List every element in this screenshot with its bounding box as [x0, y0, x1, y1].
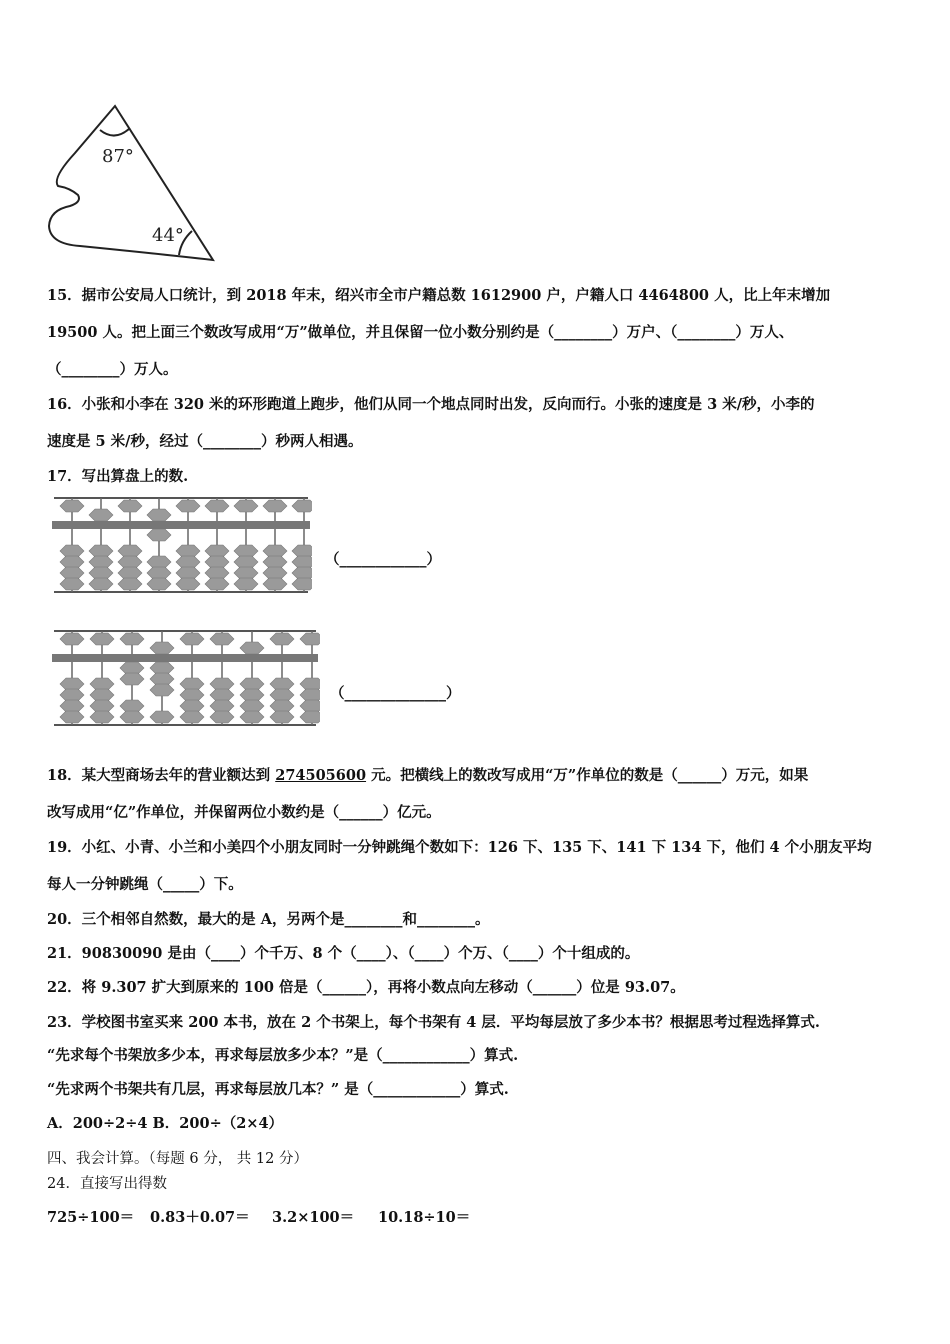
abacus-upper-bead — [147, 509, 171, 521]
abacus-upper-bead — [270, 633, 294, 645]
abacus-lower-bead — [240, 711, 264, 723]
q18-prefix: 18．某大型商场去年的营业额达到 — [47, 767, 276, 784]
abacus-2 — [50, 628, 320, 730]
abacus-lower-bead — [263, 545, 287, 557]
q17-answer-blank-2: （______________） — [330, 685, 461, 702]
abacus-upper-bead — [120, 633, 144, 645]
abacus-lower-bead — [300, 689, 320, 701]
abacus-lower-bead — [89, 556, 113, 568]
abacus-lower-bead — [240, 678, 264, 690]
abacus-upper-bead — [292, 500, 312, 512]
abacus-lower-bead — [60, 689, 84, 701]
abacus-lower-bead — [176, 567, 200, 579]
angle-44-label: 44° — [152, 225, 184, 246]
abacus-lower-bead — [210, 700, 234, 712]
abacus-lower-bead — [234, 545, 258, 557]
q18-suffix: 元。把横线上的数改写成用“万”作单位的数是（______）万元，如果 — [366, 767, 809, 784]
abacus-lower-bead — [180, 678, 204, 690]
abacus-lower-bead — [210, 689, 234, 701]
abacus-lower-bead — [180, 711, 204, 723]
q18-line1 — [47, 766, 808, 786]
abacus-lower-bead — [292, 567, 312, 579]
q23-line3: “先求两个书架共有几层，再求每层放几本？” 是（____________）算式. — [47, 1081, 509, 1098]
q22-line: 22．将 9.307 扩大到原来的 100 倍是（______），再将小数点向左移动（______）位是 93.07。 — [47, 979, 685, 996]
abacus-lower-bead — [120, 662, 144, 674]
abacus-lower-bead — [118, 567, 142, 579]
abacus-upper-bead — [234, 500, 258, 512]
abacus-lower-bead — [60, 578, 84, 590]
abacus-lower-bead — [60, 567, 84, 579]
abacus-lower-bead — [90, 689, 114, 701]
q20-line: 20．三个相邻自然数，最大的是 A，另两个是________和________。 — [47, 911, 490, 928]
abacus-lower-bead — [300, 711, 320, 723]
abacus-lower-bead — [234, 556, 258, 568]
abacus-lower-bead — [240, 689, 264, 701]
abacus-upper-bead — [180, 633, 204, 645]
abacus-upper-bead — [60, 633, 84, 645]
q17-answer-blank-1: （____________） — [325, 551, 441, 568]
angle-87-label: 87° — [102, 146, 134, 167]
abacus-lower-bead — [176, 556, 200, 568]
q19-line1: 19．小红、小青、小兰和小美四个小朋友同时一分钟跳绳个数如下：126 下、135 下、141 下 134 下，他们 4 个小朋友平均 — [47, 839, 872, 856]
q24-title: 24．直接写出得数 — [47, 1176, 167, 1192]
abacus-lower-bead — [205, 545, 229, 557]
abacus-lower-bead — [90, 700, 114, 712]
abacus-lower-bead — [205, 578, 229, 590]
abacus-lower-bead — [210, 678, 234, 690]
abacus-lower-bead — [180, 689, 204, 701]
abacus-lower-bead — [270, 689, 294, 701]
abacus-lower-bead — [234, 578, 258, 590]
abacus-lower-bead — [147, 529, 171, 541]
q23-line1: 23．学校图书室买来 200 本书，放在 2 个书架上，每个书架有 4 层．平均每层放了多少本书？根据思考过程选择算式. — [47, 1014, 820, 1031]
abacus-lower-bead — [90, 678, 114, 690]
q19-line2: 每人一分钟跳绳（_____）下。 — [47, 876, 243, 893]
q23-line2: “先求每个书架放多少本，再求每层放多少本？”是（____________）算式. — [47, 1047, 519, 1064]
abacus-lower-bead — [150, 711, 174, 723]
abacus-lower-bead — [60, 545, 84, 557]
abacus-upper-bead — [150, 642, 174, 654]
abacus-beam — [52, 654, 318, 662]
abacus-lower-bead — [205, 567, 229, 579]
abacus-lower-bead — [150, 684, 174, 696]
abacus-lower-bead — [270, 711, 294, 723]
abacus-upper-bead — [210, 633, 234, 645]
abacus-lower-bead — [234, 567, 258, 579]
abacus-upper-bead — [205, 500, 229, 512]
abacus-lower-bead — [205, 556, 229, 568]
abacus-beam — [52, 521, 310, 529]
abacus-lower-bead — [300, 700, 320, 712]
abacus-lower-bead — [176, 578, 200, 590]
abacus-lower-bead — [147, 567, 171, 579]
abacus-lower-bead — [240, 700, 264, 712]
abacus-lower-bead — [60, 556, 84, 568]
q15-line3: （________）万人。 — [47, 361, 178, 378]
abacus-upper-bead — [176, 500, 200, 512]
q21-line: 21．90830090 是由（____）个千万、8 个（____）、（____）个万、（____）个十组成的。 — [47, 945, 640, 962]
abacus-lower-bead — [147, 578, 171, 590]
q16-line2: 速度是 5 米/秒，经过（________）秒两人相遇。 — [47, 433, 363, 450]
abacus-upper-bead — [300, 633, 320, 645]
abacus-lower-bead — [118, 545, 142, 557]
abacus-lower-bead — [292, 556, 312, 568]
abacus-lower-bead — [180, 700, 204, 712]
section4-title: 四、我会计算。（每题 6 分， 共 12 分） — [47, 1151, 308, 1167]
abacus-lower-bead — [263, 578, 287, 590]
abacus-lower-bead — [118, 578, 142, 590]
abacus-upper-bead — [263, 500, 287, 512]
abacus-lower-bead — [270, 678, 294, 690]
abacus-lower-bead — [89, 545, 113, 557]
abacus-upper-bead — [60, 500, 84, 512]
abacus-1 — [50, 495, 312, 597]
abacus-lower-bead — [89, 567, 113, 579]
abacus-lower-bead — [90, 711, 114, 723]
triangle-figure — [40, 98, 230, 268]
abacus-lower-bead — [120, 711, 144, 723]
abacus-upper-bead — [90, 633, 114, 645]
calc-item-2: 0.83＋0.07＝ — [150, 1209, 250, 1226]
abacus-lower-bead — [60, 700, 84, 712]
abacus-lower-bead — [150, 662, 174, 674]
abacus-lower-bead — [292, 578, 312, 590]
abacus-lower-bead — [89, 578, 113, 590]
q15-line2: 19500 人。把上面三个数改写成用“万”做单位，并且保留一位小数分别约是（________）万户、（________）万人、 — [47, 324, 794, 341]
abacus-upper-bead — [240, 642, 264, 654]
q16-line1: 16．小张和小李在 320 米的环形跑道上跑步，他们从同一个地点同时出发，反向而行。小张的速度是 3 米/秒，小李的 — [47, 396, 815, 413]
abacus-lower-bead — [292, 545, 312, 557]
abacus-lower-bead — [263, 567, 287, 579]
abacus-lower-bead — [300, 678, 320, 690]
abacus-lower-bead — [60, 678, 84, 690]
q18-line2: 改写成用“亿”作单位，并保留两位小数约是（______）亿元。 — [47, 804, 441, 821]
abacus-lower-bead — [176, 545, 200, 557]
q18-underlined-number: 274505600 — [275, 767, 367, 784]
calc-item-4: 10.18÷10＝ — [378, 1209, 471, 1226]
abacus-lower-bead — [120, 673, 144, 685]
calc-item-3: 3.2×100＝ — [272, 1209, 355, 1226]
abacus-upper-bead — [118, 500, 142, 512]
abacus-lower-bead — [147, 556, 171, 568]
abacus-lower-bead — [60, 711, 84, 723]
abacus-lower-bead — [270, 700, 294, 712]
abacus-lower-bead — [210, 711, 234, 723]
abacus-lower-bead — [118, 556, 142, 568]
q15-line1: 15．据市公安局人口统计，到 2018 年末，绍兴市全市户籍总数 1612900 户，户籍人口 4464800 人，比上年末增加 — [47, 287, 831, 304]
q17-title: 17．写出算盘上的数. — [47, 468, 189, 485]
q23-options: A．200÷2÷4 B．200÷（2×4） — [47, 1115, 284, 1132]
abacus-lower-bead — [150, 673, 174, 685]
abacus-upper-bead — [89, 509, 113, 521]
calc-item-1: 725÷100＝ — [47, 1209, 135, 1226]
abacus-lower-bead — [120, 700, 144, 712]
abacus-lower-bead — [263, 556, 287, 568]
